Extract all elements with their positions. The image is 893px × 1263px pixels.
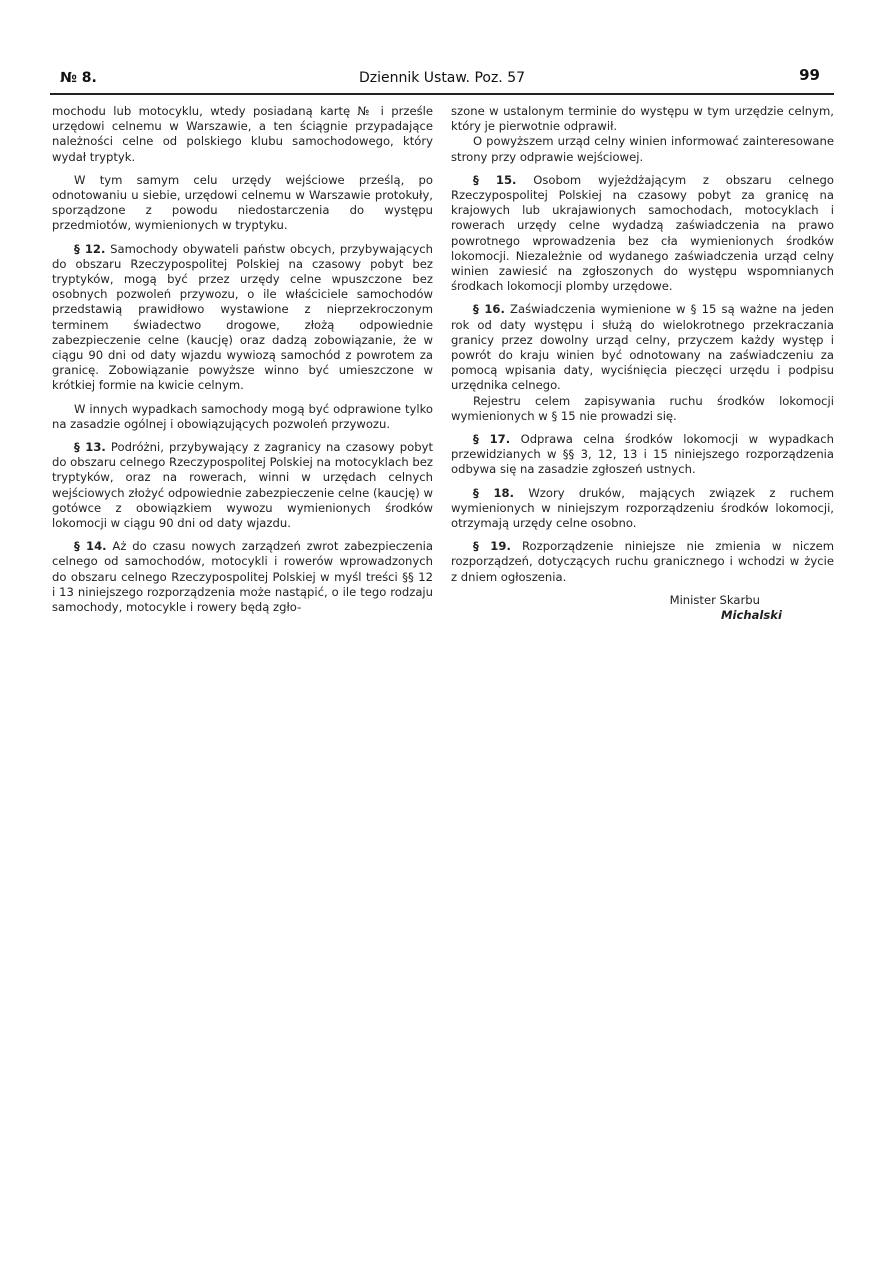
- paragraph: W innych wypadkach samochody mogą być odprawione tylko na zasadzie ogólnej i obowiązujących pozwoleń przywozu.: [52, 401, 433, 431]
- issue-number: № 8.: [60, 70, 97, 86]
- signature-role: Minister Skarbu: [669, 592, 760, 607]
- left-column: [52, 104, 433, 615]
- section-mark: § 18.: [473, 485, 514, 500]
- paragraph: Rejestru celem zapisywania ruchu środków lokomocji wymienionych w § 15 nie prowadzi się.: [451, 393, 834, 423]
- section-text: Zaświadczenia wymienione w § 15 są ważne na jeden rok od daty występu i służą do wielokrotnego przekraczania granicy przez dowolny urząd celny, przyczem każdy występ i powrót do kraju winien być odnotowany na zaświadczeniu za pomocą wpisania daty, wyciśnięcia pieczęci urzędu i podpisu urzędnika celnego.: [451, 302, 834, 393]
- section-mark: § 16.: [473, 302, 505, 317]
- journal-title: Dziennik Ustaw. Poz. 57: [358, 70, 526, 86]
- paragraph: szone w ustalonym terminie do występu w tym urzędzie celnym, który je pierwotnie odprawił.: [451, 104, 834, 134]
- section-18: [451, 486, 834, 532]
- section-12: [52, 242, 433, 394]
- signature-block: [451, 593, 834, 623]
- section-16: [451, 302, 834, 393]
- section-14: [52, 539, 433, 615]
- section-15: [451, 173, 834, 295]
- right-column: [451, 104, 834, 623]
- section-text: Samochody obywateli państw obcych, przybywających do obszaru Rzeczypospolitej Polskiej na czasowy pobyt bez tryptyków, mogą być przez urzędy celne wpuszczone bez osobnych pozwoleń przywozu, o ile właściciele samochodów przedstawią prawidłowo wystawione z nieprzekroczonym terminem świadectwo drogowe, złożą odpowiednie zabezpieczenie celne (kaucję) oraz dadzą zobowiązanie, że w ciągu 90 dni od daty wjazdu wywiozą samochód z powrotem za granicę. Zobowiązanie powyższe winno być umieszczone w krótkiej formie na kwicie celnym.: [52, 241, 434, 393]
- section-text: Osobom wyjeżdżającym z obszaru celnego Rzeczypospolitej Polskiej na czasowy pobyt za granicę na krajowych lub ukrajawionych samochodach, motocyklach i rowerach urzędy celne wydadzą zaświadczenia na prawo powrotnego wprowadzenia bez cła wymienionych środków lokomocji. Niezależnie od wydanego zaświadczenia urząd celny winien zawiesić na zgłoszonych do występu wspomnianych środkach lokomocji plomby urzędowe.: [451, 172, 834, 294]
- section-text: Aż do czasu nowych zarządzeń zwrot zabezpieczenia celnego od samochodów, motocykli i rowerów wprowadzonych do obszaru celnego Rzeczypospolitej Polskiej w myśl treści §§ 12 i 13 niniejszego rozporządzenia może nastąpić, o ile tego rodzaju samochody, motocykle i rowery będą zgło-: [52, 539, 433, 615]
- section-mark: § 15.: [473, 172, 517, 187]
- section-13: [52, 440, 433, 531]
- section-mark: § 19.: [473, 539, 511, 554]
- section-mark: § 17.: [473, 432, 511, 447]
- paragraph: mochodu lub motocyklu, wtedy posiadaną kartę № i prześle urzędowi celnemu w Warszawie, a ten ściągnie przypadające należności celne od polskiego klubu samochodowego, który wydał tryptyk.: [52, 104, 433, 164]
- section-text: Podróżni, przybywający z zagranicy na czasowy pobyt do obszaru celnego Rzeczypospolitej Polskiej na motocyklach bez tryptyków, oraz na rowerach, winni w urzędach celnych wejściowych złożyć odpowiednie zabezpieczenie celne (kaucję) w gotówce z obowiązkiem wywozu wymienionych środków lokomocji w ciągu 90 dni od daty wjazdu.: [52, 440, 433, 531]
- section-text: Rozporządzenie niniejsze nie zmienia w niczem rozporządzeń, dotyczących ruchu granicznego i wchodzi w życie z dniem ogłoszenia.: [451, 539, 834, 584]
- header-rule: [50, 93, 834, 95]
- section-mark: § 14.: [74, 539, 107, 554]
- page-header: [50, 66, 834, 92]
- section-text: Wzory druków, mających związek z ruchem wymienionych w niniejszym rozporządzeniu środków lokomocji, otrzymają urzędy celne osobno.: [451, 485, 835, 531]
- section-17: [451, 432, 834, 478]
- section-19: [451, 539, 834, 585]
- section-text: Odprawa celna środków lokomocji w wypadkach przewidzianych w §§ 3, 12, 13 i 15 niniejszego rozporządzenia odbywa się na zasadzie zgłoszeń ustnych.: [451, 432, 834, 477]
- paragraph: W tym samym celu urzędy wejściowe prześlą, po odnotowaniu u siebie, urzędowi celnemu w Warszawie protokuły, sporządzone z powodu niedostarczenia do występu przedmiotów, wymienionych w tryptyku.: [52, 172, 433, 233]
- section-mark: § 13.: [74, 440, 106, 455]
- paragraph: O powyższem urząd celny winien informować zainteresowane strony przy odprawie wejściowej.: [451, 134, 834, 164]
- page-number: 99: [799, 66, 820, 84]
- section-mark: § 12.: [74, 241, 106, 256]
- signature-name: Michalski: [720, 608, 782, 623]
